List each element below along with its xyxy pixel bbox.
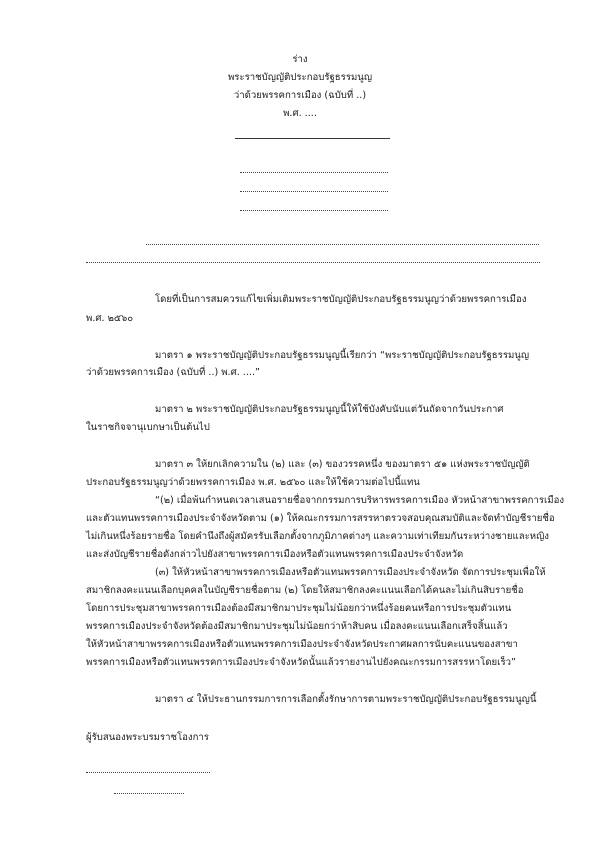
act-title: พระราชบัญญัติประกอบรัฐธรรมนูญ [227,72,373,83]
preamble-line-2: พ.ศ. ๒๕๖๐ [86,313,134,324]
countersign-label: ผู้รับสนองพระบรมราชโองการ [86,732,209,743]
blank-line-4 [146,244,539,245]
act-year: พ.ศ. .... [283,108,317,119]
section-3-clause-3-line-1: (๓) ให้หัวหน้าสาขาพรรคการเมืองหรือตัวแทนพรรคการเมืองประจำจังหวัด จัดการประชุมเพื่อให้ [155,567,546,578]
section-3-clause-3-line-4: พรรคการเมืองประจำจังหวัดต้องมีสมาชิกมาประชุมไม่น้อยกว่าห้าสิบคน เมื่อลงคะแนนเลือกเสร็จสิ้นแล้ว [86,621,508,632]
section-3-clause-3-line-3: โดยการประชุมสาขาพรรคการเมืองต้องมีสมาชิกมาประชุมไม่น้อยกว่าหนึ่งร้อยคนหรือการประชุมตัวแทน [86,603,512,614]
blank-line-1 [240,172,388,173]
title-underline [235,138,390,139]
section-3-clause-2-line-4: และส่งบัญชีรายชื่อดังกล่าวไปยังสาขาพรรคการเมืองหรือตัวแทนพรรคการเมืองประจำจังหวัด [86,549,464,560]
section-3-clause-2-line-1: “(๒) เมื่อพ้นกำหนดเวลาเสนอรายชื่อจากกรรมการบริหารพรรคการเมือง หัวหน้าสาขาพรรคการเมือง [155,495,565,506]
section-3-clause-2-line-3: ไม่เกินหนึ่งร้อยรายชื่อ โดยคำนึงถึงผู้สมัครรับเลือกตั้งจากภูมิภาคต่างๆ และความเท่าเทียมกันระหว่างชายและหญิง [86,531,549,542]
section-3-line-1: มาตรา ๓ ให้ยกเลิกความใน (๒) และ (๓) ของวรรคหนึ่ง ของมาตรา ๕๑ แห่งพระราชบัญญัติ [155,459,530,470]
signature-line [86,772,210,773]
preamble-line-1: โดยที่เป็นการสมควรแก้ไขเพิ่มเติมพระราชบัญญัติประกอบรัฐธรรมนูญว่าด้วยพรรคการเมือง [155,294,527,305]
blank-line-3 [240,210,388,211]
draft-label: ร่าง [292,54,308,65]
signature-name-line [114,793,184,794]
section-1-line-1: มาตรา ๑ พระราชบัญญัติประกอบรัฐธรรมนูญนี้เรียกว่า “พระราชบัญญัติประกอบรัฐธรรมนูญ [155,350,530,361]
section-3-clause-3-line-6: พรรคการเมืองหรือตัวแทนพรรคการเมืองประจำจังหวัดนั้นแล้วรายงานไปยังคณะกรรมการสรรหาโดยเร็ว” [86,657,516,668]
section-4-line-1: มาตรา ๔ ให้ประธานกรรมการการเลือกตั้งรักษาการตามพระราชบัญญัติประกอบรัฐธรรมนูญนี้ [155,694,537,705]
blank-line-2 [240,191,388,192]
section-3-clause-3-line-2: สมาชิกลงคะแนนเลือกบุคคลในบัญชีรายชื่อตาม (๒) โดยให้สมาชิกลงคะแนนเลือกได้คนละไม่เกินสิบรายชื่อ [86,585,524,596]
section-2-line-2: ในราชกิจจานุเบกษาเป็นต้นไป [86,422,210,433]
section-3-line-2: ประกอบรัฐธรรมนูญว่าด้วยพรรคการเมือง พ.ศ. ๒๕๖๐ และให้ใช้ความต่อไปนี้แทน [86,477,420,488]
section-2-line-1: มาตรา ๒ พระราชบัญญัติประกอบรัฐธรรมนูญนี้ให้ใช้บังคับนับแต่วันถัดจากวันประกาศ [155,404,504,415]
section-3-clause-2-line-2: และตัวแทนพรรคการเมืองประจำจังหวัดตาม (๑) ให้คณะกรรมการสรรหาตรวจสอบคุณสมบัติและจัดทำบัญชีรายชื่อ [86,513,555,524]
section-3-clause-3-line-5: ให้หัวหน้าสาขาพรรคการเมืองหรือตัวแทนพรรคการเมืองประจำจังหวัดประกาศผลการนับคะแนนของสาขา [86,639,518,650]
section-1-line-2: ว่าด้วยพรรคการเมือง (ฉบับที่ ..) พ.ศ. ....” [86,367,260,378]
blank-line-5 [86,262,540,263]
act-subject: ว่าด้วยพรรคการเมือง (ฉบับที่ ..) [233,90,367,101]
